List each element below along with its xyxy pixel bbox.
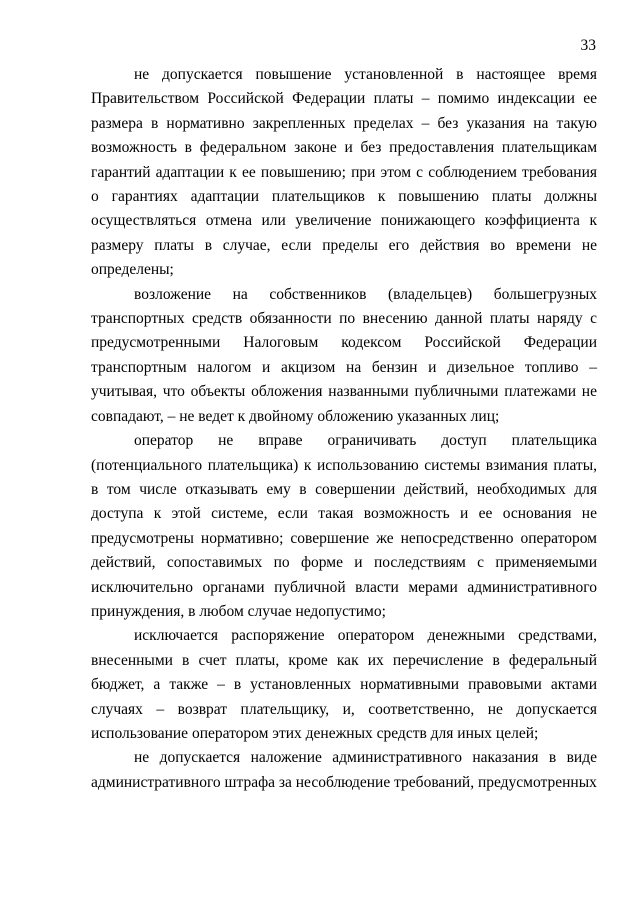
paragraph-owners-obligation: возложение на собственников (владельцев) большегрузных транспортных средств обязанности по внесению данной платы наряду с предусмотренными Налоговым кодексом Российской Федерации транспортным налогом и акцизом на бензин и дизельное топливо – учитывая, что объекты обложения названными публичными платежами не совпадают, – не ведет к двойному обложению указанных лиц;: [91, 285, 597, 425]
paragraph-funds-disposal: исключается распоряжение оператором денежными средствами, внесенными в счет платы, кроме как их перечисление в федеральный бюджет, а также – в установленных нормативными правовыми актами случаях – возврат плательщику, и, соответственно, не допускается использование оператором этих денежных средств для иных целей;: [91, 627, 597, 742]
body-text: [91, 63, 597, 795]
paragraph-penalty: не допускается наложение административного наказания в виде административного штрафа за несоблюдение требований, предусмотренных: [91, 749, 597, 791]
paragraph-operator-access: оператор не вправе ограничивать доступ плательщика (потенциального плательщика) к использованию системы взимания платы, в том числе отказывать ему в совершении действий, необходимых для доступа к этой системе, если такая возможность и ее основания не предусмотрены нормативно; совершение же непосредственно оператором действий, сопоставимых по форме и последствиям с применяемыми исключительно органами публичной власти мерами административного принуждения, в любом случае недопустимо;: [91, 432, 597, 620]
page-number: 33: [580, 37, 596, 54]
paragraph-fee-increase: не допускается повышение установленной в настоящее время Правительством Российской Федерации платы – помимо индексации ее размера в нормативно закрепленных пределах – без указания на такую возможность в федеральном законе и без предоставления плательщикам гарантий адаптации к ее повышению; при этом с соблюдением требования о гарантиях адаптации плательщиков к повышению платы должны осуществляться отмена или увеличение понижающего коэффициента к размеру платы в случае, если пределы его действия во времени не определены;: [91, 66, 597, 279]
